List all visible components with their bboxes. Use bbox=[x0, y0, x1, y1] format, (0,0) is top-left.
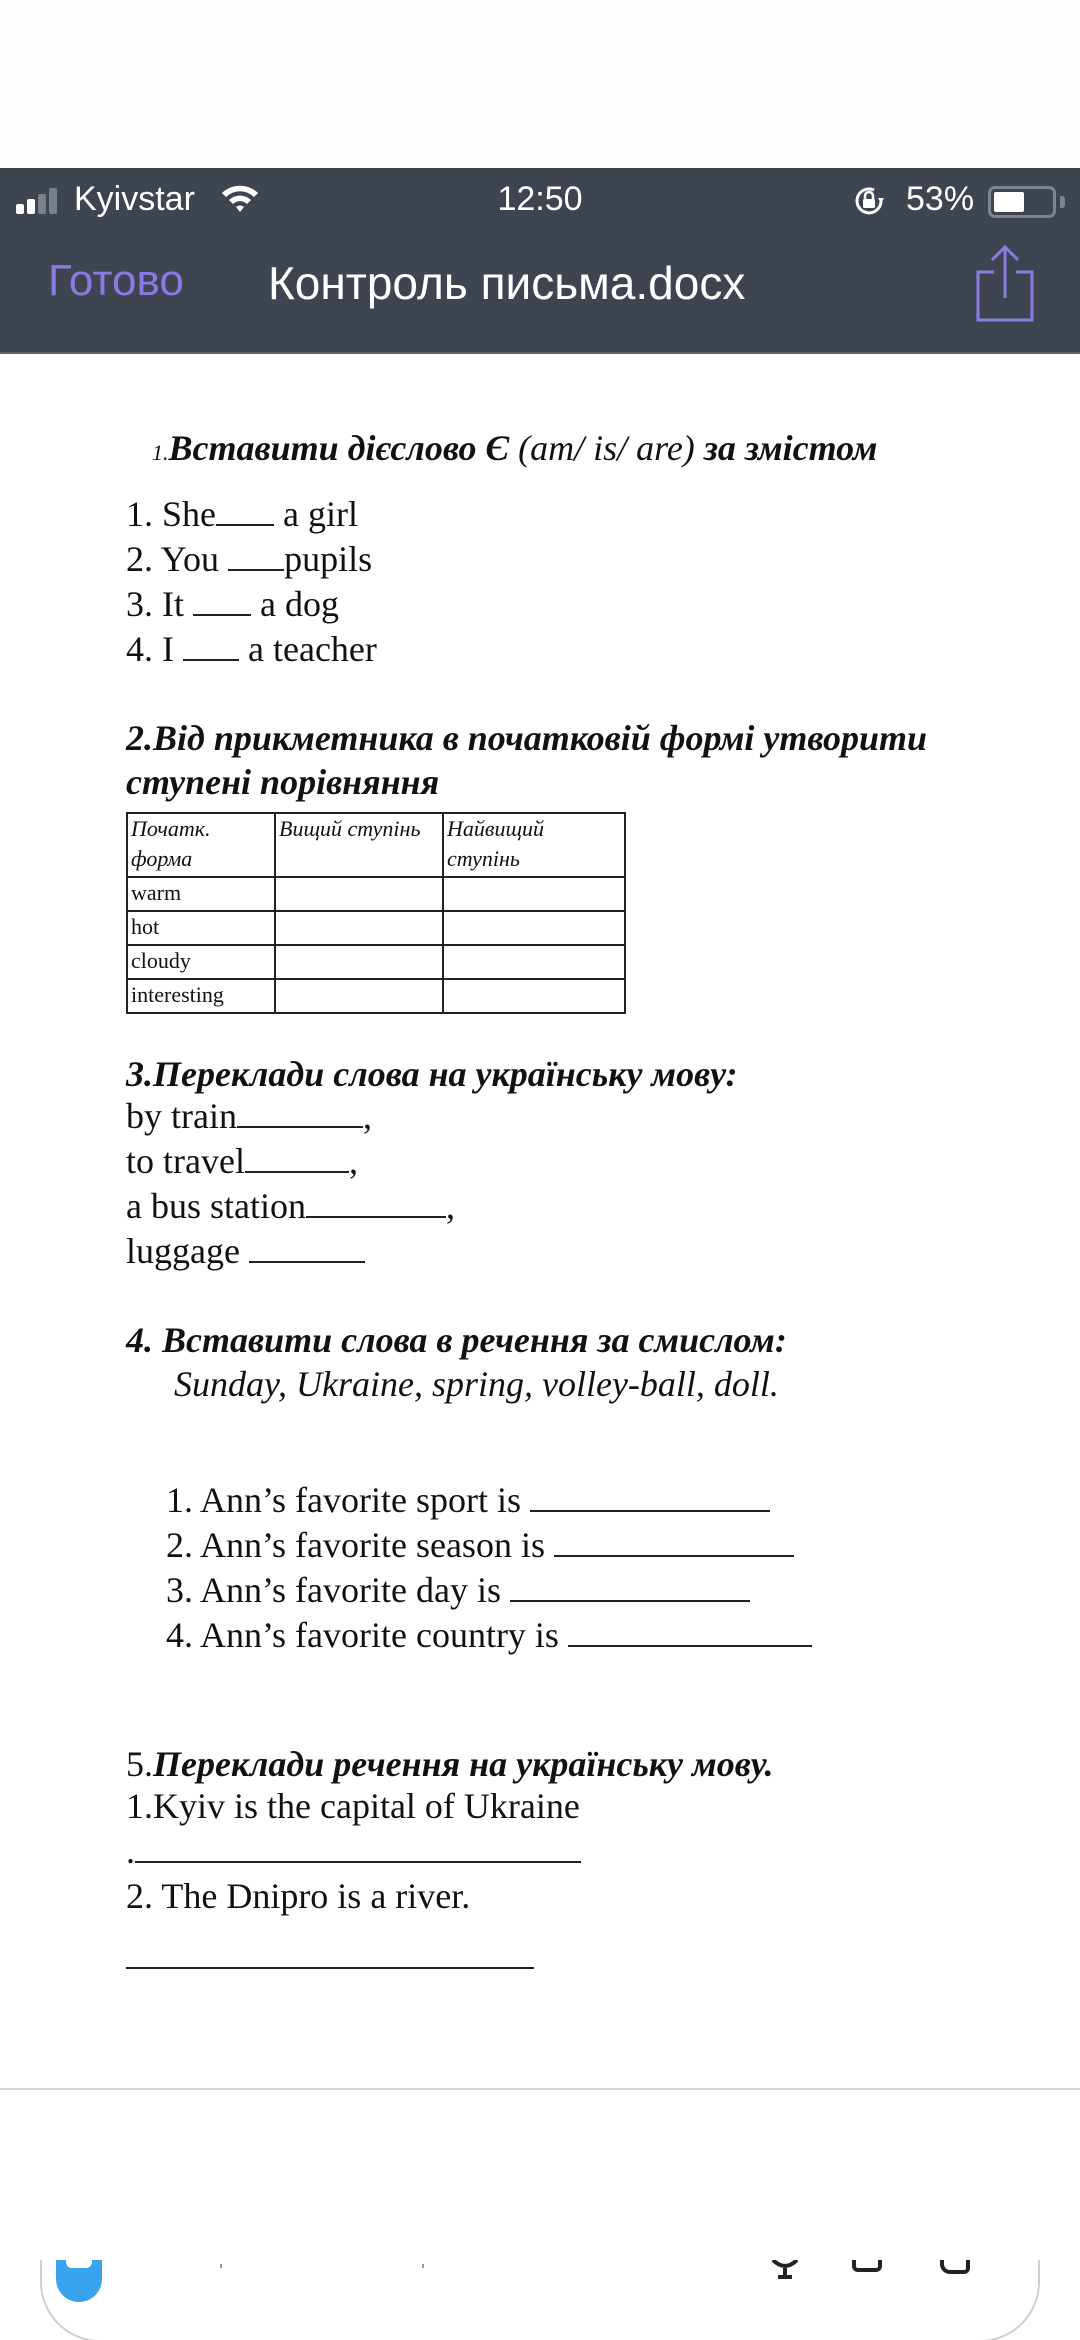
section4-item bbox=[166, 1523, 812, 1568]
answer-blank bbox=[245, 1145, 349, 1173]
rotation-lock-icon bbox=[852, 184, 886, 218]
item-text: luggage bbox=[126, 1231, 249, 1271]
table-header: Найвищий ступінь bbox=[443, 813, 625, 877]
clock: 12:50 bbox=[497, 180, 583, 218]
table-header: Початк. форма bbox=[127, 813, 275, 877]
word-bank: Sunday, Ukraine, spring, volley-ball, doll. bbox=[174, 1364, 779, 1404]
item-suffix: , bbox=[445, 1186, 455, 1226]
table-header-row bbox=[127, 813, 625, 877]
table-cell bbox=[443, 911, 625, 945]
table-cell bbox=[275, 877, 443, 911]
app-header bbox=[0, 168, 1080, 354]
answer-blank bbox=[554, 1529, 794, 1557]
answer-blank bbox=[228, 543, 284, 571]
item-suffix: , bbox=[348, 1141, 358, 1181]
comparison-table bbox=[126, 812, 626, 1014]
section4-list bbox=[166, 1478, 812, 1658]
answer-blank bbox=[530, 1484, 770, 1512]
battery-percent: 53% bbox=[906, 180, 975, 218]
answer-blank bbox=[306, 1190, 446, 1218]
answer-blank bbox=[510, 1574, 750, 1602]
item-suffix: , bbox=[362, 1096, 372, 1136]
section3-item bbox=[126, 1094, 455, 1139]
tray-icon[interactable] bbox=[852, 2260, 882, 2272]
section1-title-end: за змістом bbox=[703, 428, 878, 468]
item-text: 1. Ann’s favorite sport is bbox=[166, 1480, 530, 1520]
item-text: to travel bbox=[126, 1141, 245, 1181]
item-text: a girl bbox=[274, 494, 358, 534]
table-header: Вищий ступінь bbox=[275, 813, 443, 877]
microphone-icon[interactable] bbox=[770, 2260, 800, 2280]
section2-heading: 2.Від прикметника в початковій формі утворити ступені порівняння bbox=[126, 718, 928, 802]
section1-title-paren: (am/ is/ are) bbox=[509, 428, 704, 468]
table-row bbox=[127, 877, 625, 911]
done-button[interactable]: Готово bbox=[48, 256, 184, 305]
app-icon[interactable] bbox=[56, 2260, 102, 2302]
section5-list bbox=[126, 1784, 581, 1980]
section4-item bbox=[166, 1568, 812, 1613]
answer-blank bbox=[568, 1619, 812, 1647]
section5-number: 5. bbox=[126, 1744, 153, 1784]
answer-blank bbox=[193, 588, 251, 616]
table-cell: warm bbox=[127, 877, 275, 911]
item-text: a teacher bbox=[239, 629, 377, 669]
share-button[interactable] bbox=[970, 240, 1040, 324]
battery-level-fill bbox=[994, 192, 1024, 212]
bottom-toolbar bbox=[40, 2260, 1040, 2340]
section1-item bbox=[126, 492, 377, 537]
table-row bbox=[127, 945, 625, 979]
section4-item bbox=[166, 1613, 812, 1658]
section3-item bbox=[126, 1184, 455, 1229]
section5-sentence: 2. The Dnipro is a river. bbox=[126, 1876, 471, 1916]
section3-item bbox=[126, 1229, 455, 1274]
table-row bbox=[127, 979, 625, 1013]
item-text: a bus station bbox=[126, 1186, 306, 1226]
top-blank-area bbox=[0, 0, 1080, 168]
answer-blank bbox=[126, 1941, 534, 1969]
document-view[interactable] bbox=[0, 356, 1080, 2086]
table-cell bbox=[275, 945, 443, 979]
item-text: pupils bbox=[284, 539, 373, 579]
edit-icon[interactable] bbox=[940, 2260, 970, 2274]
table-cell bbox=[443, 979, 625, 1013]
section4-heading: 4. Вставити слова в речення за смислом: bbox=[126, 1320, 787, 1360]
section1-item bbox=[126, 582, 377, 627]
battery-icon bbox=[988, 186, 1056, 218]
table-cell bbox=[275, 911, 443, 945]
table-row bbox=[127, 911, 625, 945]
table-cell: hot bbox=[127, 911, 275, 945]
table-cell: cloudy bbox=[127, 945, 275, 979]
item-text: 4. Ann’s favorite country is bbox=[166, 1615, 568, 1655]
toolbar-separator bbox=[220, 2264, 222, 2268]
item-text: a dog bbox=[251, 584, 339, 624]
section4-item bbox=[166, 1478, 812, 1523]
bottom-area bbox=[0, 2088, 1080, 2340]
table-cell: interesting bbox=[127, 979, 275, 1013]
item-text: 1. She bbox=[126, 494, 216, 534]
item-text: 3. It bbox=[126, 584, 193, 624]
carrier-name: Kyivstar bbox=[74, 180, 195, 218]
answer-blank bbox=[249, 1235, 365, 1263]
section5-answer-line bbox=[126, 1935, 581, 1980]
section1-number: 1. bbox=[152, 440, 169, 465]
section5-heading bbox=[126, 1742, 774, 1786]
share-icon bbox=[970, 240, 1040, 324]
nav-bar bbox=[0, 230, 1080, 354]
section1-heading bbox=[152, 426, 877, 475]
battery-nub bbox=[1060, 196, 1065, 208]
toolbar-separator bbox=[422, 2264, 424, 2268]
section1-title-bold: Вставити дієслово Є bbox=[168, 428, 510, 468]
document-title: Контроль письма.docx bbox=[268, 257, 746, 309]
item-text: 3. Ann’s favorite day is bbox=[166, 1570, 510, 1610]
table-cell bbox=[443, 945, 625, 979]
status-bar bbox=[0, 168, 1080, 230]
answer-blank bbox=[135, 1835, 581, 1863]
section1-list bbox=[126, 492, 377, 672]
section5-title: Переклади речення на українську мову. bbox=[153, 1744, 774, 1784]
answer-blank bbox=[237, 1100, 363, 1128]
answer-blank bbox=[216, 498, 274, 526]
item-text: 2. Ann’s favorite season is bbox=[166, 1525, 554, 1565]
section5-answer-line bbox=[126, 1829, 581, 1874]
section5-sentence: 1.Kyiv is the capital of Ukraine bbox=[126, 1786, 580, 1826]
item-text: 4. I bbox=[126, 629, 183, 669]
section3-item bbox=[126, 1139, 455, 1184]
item-text: 2. You bbox=[126, 539, 229, 579]
answer-blank bbox=[183, 633, 239, 661]
section3-list bbox=[126, 1094, 455, 1274]
answer-prefix: . bbox=[126, 1831, 135, 1871]
section1-item bbox=[126, 537, 377, 582]
item-text: by train bbox=[126, 1096, 237, 1136]
table-cell bbox=[443, 877, 625, 911]
table-cell bbox=[275, 979, 443, 1013]
section3-heading: 3.Переклади слова на українську мову: bbox=[126, 1054, 738, 1094]
section1-item bbox=[126, 627, 377, 672]
